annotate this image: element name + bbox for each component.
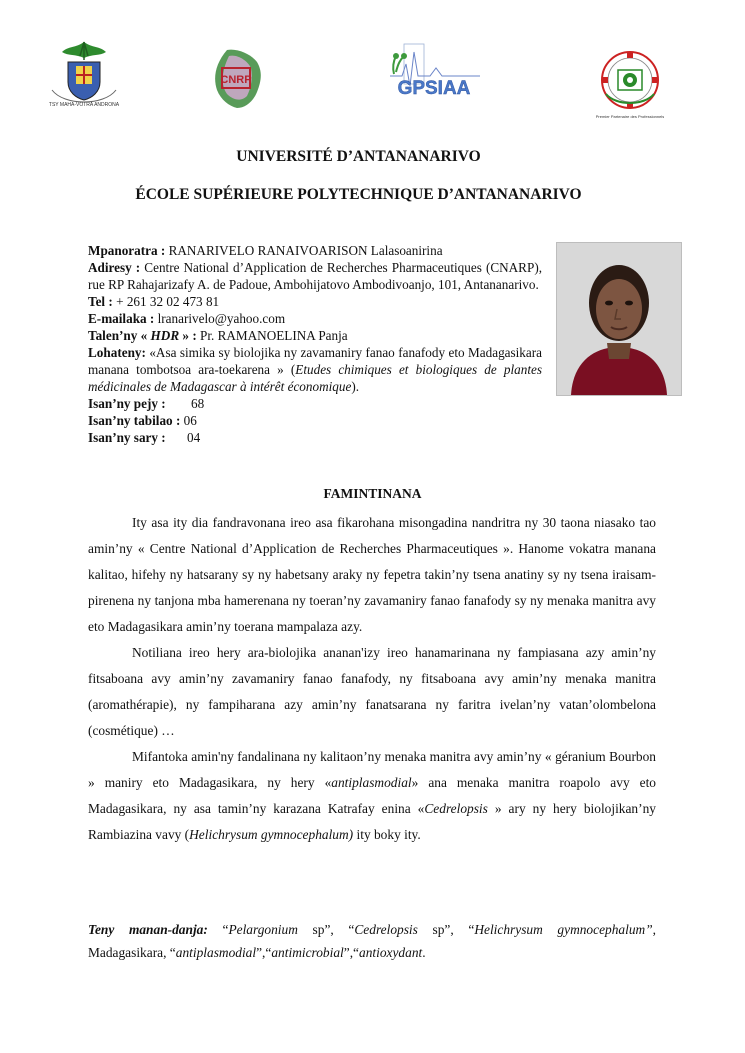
hdr-label: HDR <box>150 328 180 343</box>
keyword-5: antimicrobial <box>271 945 344 960</box>
logo1-caption: TSY MAHA-VOTRA ANDRONA <box>48 102 120 108</box>
email-label: E-mailaka : <box>88 311 155 326</box>
thesis-info-block <box>88 242 542 446</box>
figures-row <box>88 429 542 446</box>
tel-row <box>88 293 542 310</box>
abstract-paragraph-1: Ity asa ity dia fandravonana ireo asa fikarohana misongadina nandritra ny 30 taona niasako tao amin’ny « Centre National d’Application de Recherches Pharmaceutiques ». Hanome vokatra manana kalitao, hifehy ny hatsarany sy ny habetsany araky ny fepetra takin’ny tsena anatiny sy ny tsena iraisam-pirenena ny tanjona mba hamerenana ny toeran’ny zavamaniry fanao fanafody sy ny menaka manitra avy eto Madagasikara amin’ny toerana mampalaza azy. <box>88 515 656 634</box>
abstract-body <box>88 510 656 848</box>
email-value[interactable]: lranarivelo@yahoo.com <box>157 311 286 326</box>
pages-row <box>88 395 542 412</box>
cnrp-map-logo <box>207 48 265 110</box>
logo3-text: GPSIAA <box>397 78 471 99</box>
figures-value: 04 <box>186 430 201 445</box>
portrait-illustration <box>557 243 681 395</box>
university-title: UNIVERSITÉ D’ANTANANARIVO <box>236 148 481 165</box>
author-row <box>88 242 542 259</box>
logo2-text: CNRP <box>220 74 252 86</box>
keyword-6: antioxydant <box>359 945 423 960</box>
keyword-4: antiplasmodial <box>175 945 257 960</box>
author-name: RANARIVELO RANAIVOARISON Lalasoanirina <box>168 243 443 258</box>
keyword-2: Cedrelopsis <box>354 922 418 937</box>
address-value: Centre National d’Application de Recherches Pharmaceutiques (CNARP), rue RP Rahajarizafy A. de Padoue, Ambohijatovo Ambodivoanjo, 101, Antananarivo. <box>88 260 543 292</box>
partner-gear-logo <box>596 48 664 120</box>
email-row <box>88 310 542 327</box>
abstract-heading: FAMINTINANA <box>323 486 422 501</box>
figures-label: Isan’ny sary : <box>88 430 166 445</box>
topic-row: Lohateny: «Asa simika sy biolojika ny zavamaniry fanao fanafody eto Madagasikara manana tombotsoa ara-toekarena » (Etudes chimiques et biologiques de plantes médicinales de Madagascar à intérêt économique). <box>88 345 543 394</box>
keyword-1: Pelargonium <box>228 922 298 937</box>
logo-bar <box>0 32 745 122</box>
abstract-paragraph-3: Mifantoka amin'ny fandalinana ny kalitaon’ny menaka manitra avy amin’ny « géranium Bourbon » maniry eto Madagasikara, ny hery «antiplasmodial» ana menaka manitra roapolo avy eto Madagasikara, ny asa tamin’ny karazana Katrafay enina «Cedrelopsis » ary ny hery biolojikan’ny Rambiazina vavy (Helichrysum gymnocephalum) ity boky ity. <box>88 749 656 842</box>
abstract-paragraph-2: Notiliana ireo hery ara-biolojika ananan'izy ireo hanamarinana ny fampiasana azy amin’ny fitsaboana avy amin’ny zavamaniry fanao fanafody, ny fitsaboana avy amin’ny menaka manitra (aromathérapie), ny fampiharana azy amin’ny fanatsarana ny faritra ivelan’ny vatan’olombelona (cosmétique) … <box>88 645 656 738</box>
tel-label: Tel : <box>88 294 113 309</box>
topic-value: «Asa simika sy biolojika ny zavamaniry fanao fanafody eto Madagasikara manana tombotsoa ara-toekarena » ( <box>88 345 543 377</box>
pages-label: Isan’ny pejy : <box>88 396 166 411</box>
pages-value: 68 <box>190 396 205 411</box>
gpsiaa-logo <box>380 42 484 104</box>
tel-value: + 261 32 02 473 81 <box>116 294 220 309</box>
tables-value: 06 <box>183 413 197 428</box>
tables-row <box>88 412 542 429</box>
supervisor-value: Pr. RAMANOELINA Panja <box>200 328 348 343</box>
school-title: ÉCOLE SUPÉRIEURE POLYTECHNIQUE D’ANTANANARIVO <box>135 186 582 203</box>
supervisor-row <box>88 327 542 344</box>
tables-label: Isan’ny tabilao : <box>88 413 181 428</box>
topic-label: Lohateny: <box>88 345 146 360</box>
address-label: Adiresy : <box>88 260 141 275</box>
supervisor-label: Talen’ny « HDR » : <box>88 328 197 343</box>
address-row <box>88 259 542 293</box>
keyword-3: Helichrysum gymnocephalum” <box>474 922 653 937</box>
author-photo <box>556 242 682 396</box>
logo4-caption: Premier Partenaire des Professionnels <box>596 114 664 119</box>
university-crest-logo <box>46 36 122 112</box>
topic-french: Etudes chimiques et biologiques de plantes médicinales de Madagascar à intérêt économique <box>88 362 542 394</box>
author-label: Mpanoratra : <box>88 243 166 258</box>
keywords-label: Teny manan-danja: <box>88 922 208 937</box>
keywords-block: Teny manan-danja: “Pelargonium sp”, “Cedrelopsis sp”, “Helichrysum gymnocephalum”, Madagasikara, “antiplasmodial”,“antimicrobial”,“antioxydant. <box>88 922 656 960</box>
